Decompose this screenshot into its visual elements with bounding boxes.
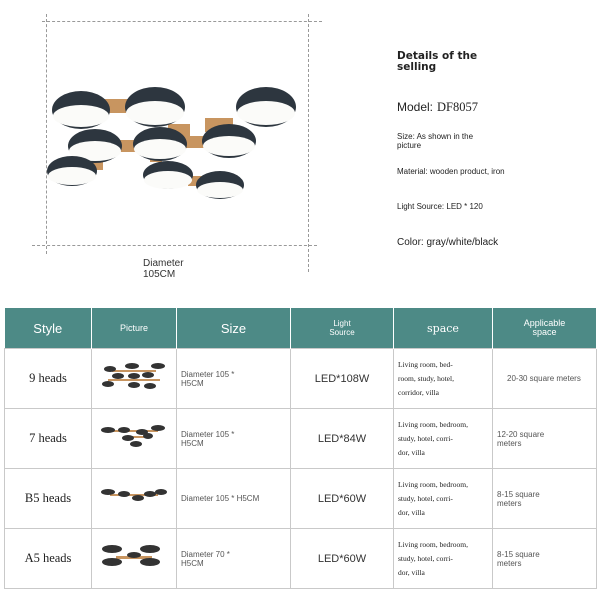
light-cell: LED*84W <box>291 409 394 469</box>
app-line-2: meters <box>497 498 522 508</box>
space-line-1: Living room, bedroom, <box>398 419 468 429</box>
style-cell: 7 heads <box>5 409 92 469</box>
details-panel <box>397 50 592 248</box>
space-line-2: room, study, hotel, <box>398 373 454 383</box>
space-line-2: study, hotel, corri- <box>398 553 453 563</box>
table-row <box>5 469 597 529</box>
diameter-text: Diameter <box>143 258 184 269</box>
lamp-thumbnail-a5-heads <box>98 538 170 574</box>
applicable-space-cell <box>493 349 597 409</box>
size-line-1: Diameter 105 * H5CM <box>181 494 260 503</box>
app-line-2: meters <box>497 438 522 448</box>
space-cell <box>394 469 493 529</box>
header-picture: Picture <box>92 308 177 349</box>
lamp-thumbnail-b5-heads <box>98 478 170 514</box>
space-cell <box>394 529 493 589</box>
light-cell: LED*108W <box>291 349 394 409</box>
space-line-3: dor, villa <box>398 507 425 517</box>
applicable-space-cell <box>493 529 597 589</box>
size-line-1: Diameter 70 * <box>181 549 230 559</box>
table-row <box>5 349 597 409</box>
space-line-2: study, hotel, corri- <box>398 493 453 503</box>
space-line-3: corridor, villa <box>398 387 439 397</box>
space-line-1: Living room, bed- <box>398 359 453 369</box>
model-value: DF8057 <box>437 100 479 114</box>
size-cell <box>177 529 291 589</box>
applicable-space-cell <box>493 409 597 469</box>
space-line-1: Living room, bedroom, <box>398 479 468 489</box>
space-line-2: study, hotel, corri- <box>398 433 453 443</box>
app-line-1: 8-15 square <box>497 549 540 559</box>
model-label: Model: <box>397 100 434 114</box>
table-header-row <box>5 308 597 349</box>
picture-cell <box>92 469 177 529</box>
size-line-1: Diameter 105 * <box>181 429 235 439</box>
space-line-3: dor, villa <box>398 447 425 457</box>
size-cell <box>177 349 291 409</box>
size-cell <box>177 469 291 529</box>
size-cell <box>177 409 291 469</box>
material-text: Material: wooden product, iron <box>397 167 505 176</box>
spec-table <box>4 308 597 589</box>
product-photo-lamp <box>0 0 320 260</box>
picture-cell <box>92 529 177 589</box>
space-cell <box>394 349 493 409</box>
table-row <box>5 409 597 469</box>
light-cell: LED*60W <box>291 529 394 589</box>
size-text: Size: As shown in the picture <box>397 132 474 150</box>
header-space: space <box>394 308 493 349</box>
app-line-2: meters <box>497 558 522 568</box>
size-line-2: H5CM <box>181 558 204 568</box>
applicable-space-cell <box>493 469 597 529</box>
style-cell: B5 heads <box>5 469 92 529</box>
style-cell: 9 heads <box>5 349 92 409</box>
header-style: Style <box>5 308 92 349</box>
light-source-text: Light Source: LED * 120 <box>397 202 483 211</box>
lamp-thumbnail-9-heads <box>98 358 170 394</box>
app-line-1: 20-30 square meters <box>507 374 581 383</box>
lamp-heads <box>47 87 296 199</box>
size-line-2: H5CM <box>181 378 204 388</box>
diameter-value: 105CM <box>143 269 176 280</box>
header-light-line-1: Light <box>333 319 351 328</box>
header-light-source <box>291 308 394 349</box>
space-line-3: dor, villa <box>398 567 425 577</box>
size-line-2: H5CM <box>181 438 204 448</box>
app-line-1: 12-20 square <box>497 429 545 439</box>
picture-cell <box>92 349 177 409</box>
header-app-line-2: space <box>532 327 557 337</box>
table-row <box>5 529 597 589</box>
style-cell: A5 heads <box>5 529 92 589</box>
lamp-thumbnail-7-heads <box>98 418 170 454</box>
header-size: Size <box>177 308 291 349</box>
header-light-line-2: Source <box>329 328 355 337</box>
header-app-line-1: Applicable <box>523 318 566 328</box>
diameter-label <box>143 258 184 280</box>
header-applicable-space <box>493 308 597 349</box>
space-line-1: Living room, bedroom, <box>398 539 468 549</box>
app-line-1: 8-15 square <box>497 489 540 499</box>
model-row <box>397 100 478 115</box>
color-text: Color: gray/white/black <box>397 237 499 248</box>
light-cell: LED*60W <box>291 469 394 529</box>
details-title: Details of the selling <box>397 50 478 73</box>
size-line-1: Diameter 105 * <box>181 369 235 379</box>
space-cell <box>394 409 493 469</box>
picture-cell <box>92 409 177 469</box>
